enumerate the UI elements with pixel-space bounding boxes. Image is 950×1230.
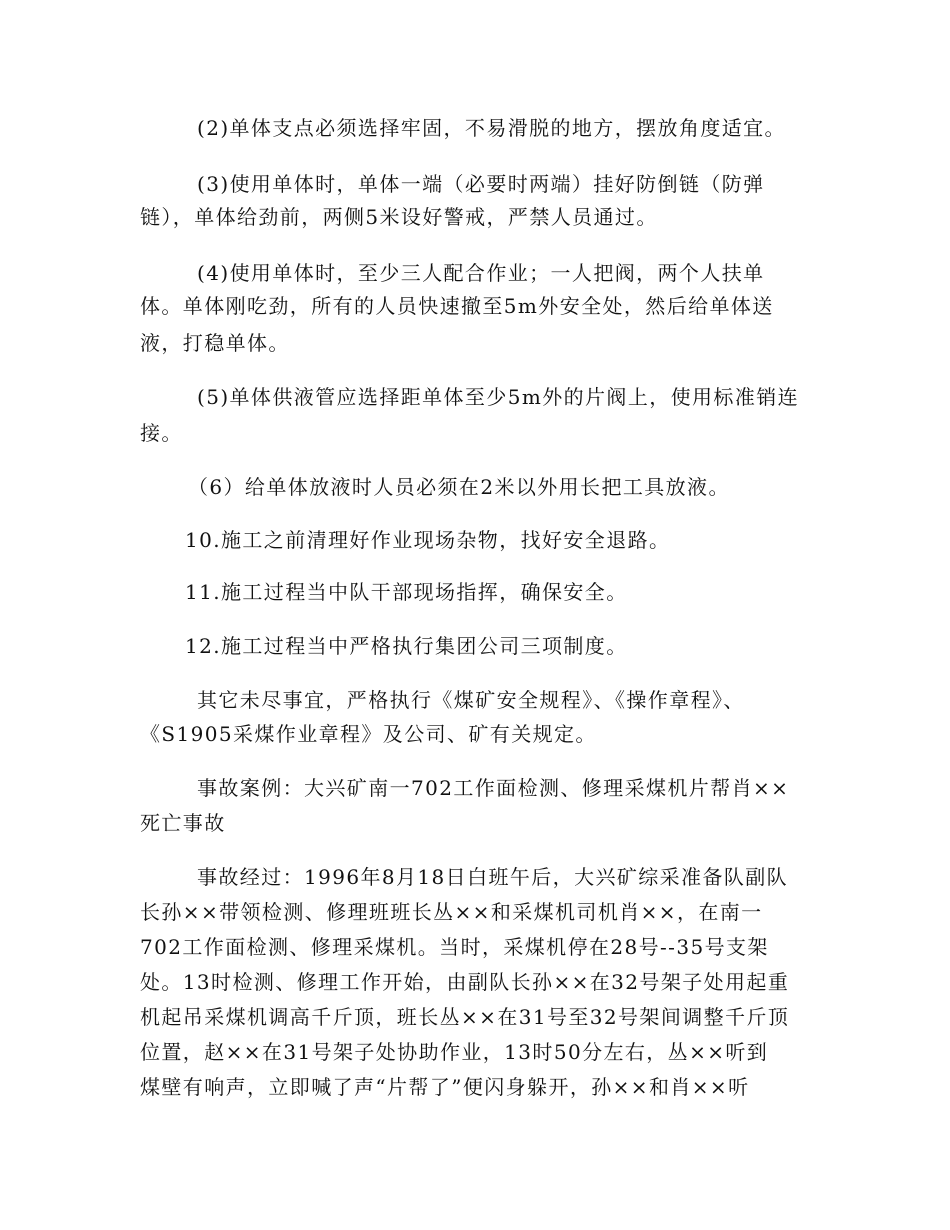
text-line-12: 12.施工过程当中严格执行集团公司三项制度。	[185, 634, 628, 658]
text-line-3: 链），单体给劲前，两侧5米设好警戒，严禁人员通过。	[140, 205, 658, 229]
text-line-23: 煤壁有响声，立即喊了声“片帮了”便闪身躲开，孙××和肖××听	[140, 1075, 750, 1099]
text-line-9: （6）给单体放液时人员必须在2米以外用长把工具放液。	[188, 475, 730, 499]
text-line-15: 事故案例：大兴矿南一702工作面检测、修理采煤机片帮肖××	[197, 776, 790, 800]
text-line-13: 其它未尽事宜，严格执行《煤矿安全规程》、《操作章程》、	[197, 688, 745, 712]
text-line-20: 处。13时检测、修理工作开始，由副队长孙××在32号架子处用起重	[140, 970, 790, 994]
text-line-5: 体。单体刚吃劲，所有的人员快速撤至5m外安全处，然后给单体送	[140, 294, 774, 318]
text-line-11: 11.施工过程当中队干部现场指挥，确保安全。	[185, 580, 628, 604]
text-line-2: (3)使用单体时，单体一端（必要时两端）挂好防倒链（防弹	[197, 172, 765, 196]
text-line-17: 事故经过：1996年8月18日白班午后，大兴矿综采准备队副队	[197, 865, 789, 889]
text-line-10: 10.施工之前清理好作业现场杂物，找好安全退路。	[185, 528, 671, 552]
text-line-14: 《S1905采煤作业章程》及公司、矿有关规定。	[140, 722, 597, 746]
text-line-19: 702工作面检测、修理采煤机。当时，采煤机停在28号--35号支架	[140, 935, 769, 959]
text-line-7: (5)单体供液管应选择距单体至少5m外的片阀上，使用标准销连	[197, 385, 800, 409]
text-line-18: 长孙××带领检测、修理班班长丛××和采煤机司机肖××，在南一	[140, 900, 763, 924]
text-line-22: 位置，赵××在31号架子处协助作业，13时50分左右，丛××听到	[140, 1040, 769, 1064]
text-line-4: (4)使用单体时，至少三人配合作业；一人把阀，两个人扶单	[197, 261, 765, 285]
text-line-21: 机起吊采煤机调高千斤顶，班长丛××在31号至32号架间调整千斤顶	[140, 1005, 790, 1029]
text-line-6: 液，打稳单体。	[140, 331, 290, 355]
text-line-1: (2)单体支点必须选择牢固，不易滑脱的地方，摆放角度适宜。	[197, 116, 786, 140]
text-line-8: 接。	[140, 421, 183, 445]
text-line-16: 死亡事故	[140, 811, 226, 835]
